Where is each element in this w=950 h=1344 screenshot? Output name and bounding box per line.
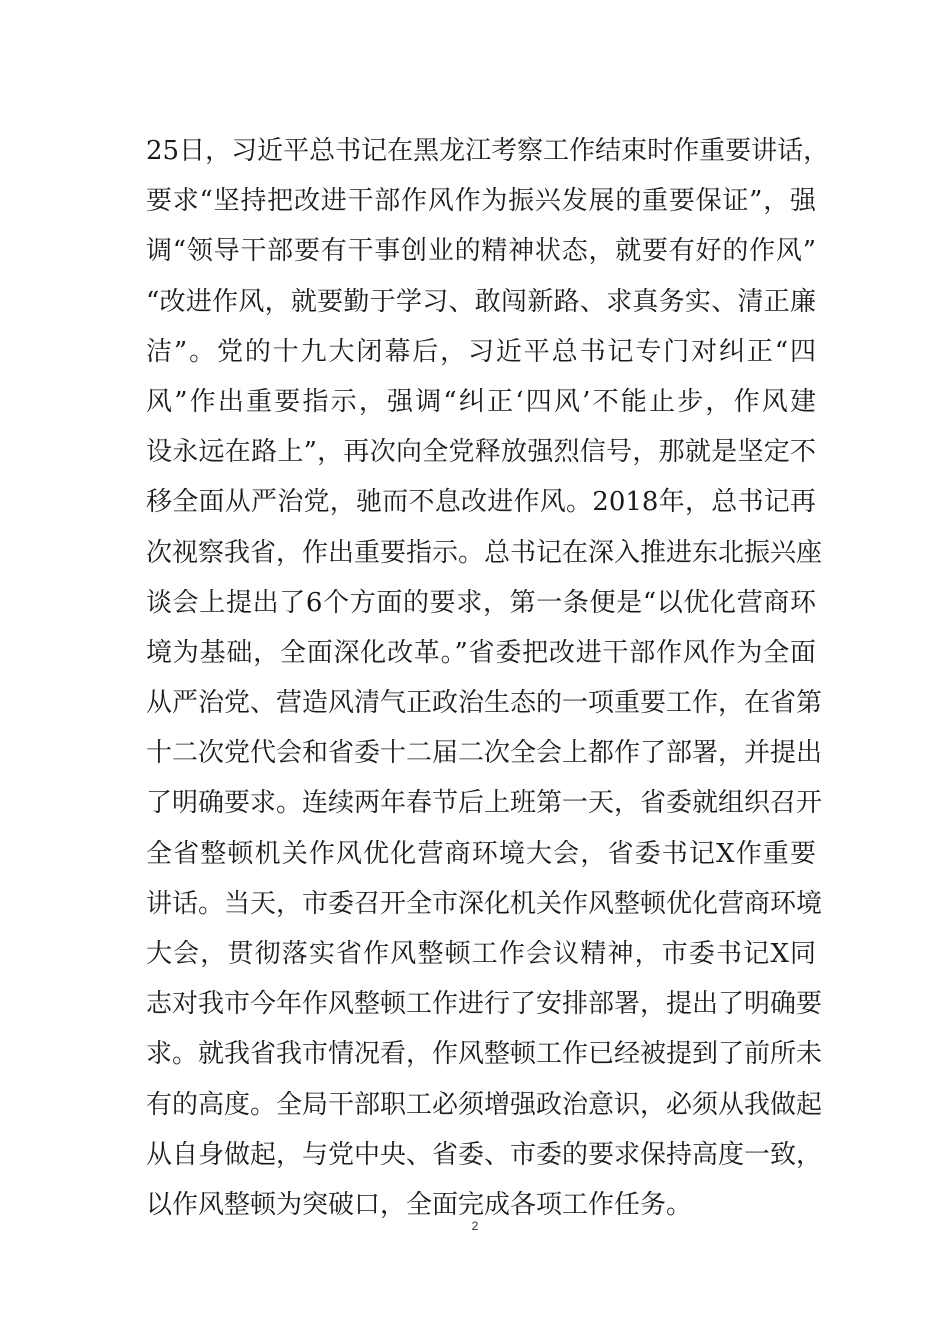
text-line: 全省整顿机关作风优化营商环境大会，省委书记X作重要 — [146, 838, 816, 869]
text-line: 志对我市今年作风整顿工作进行了安排部署，提出了明确要 — [146, 989, 823, 1020]
text-line: 洁”。党的十九大闭幕后，习近平总书记专门对纠正“四 — [146, 336, 816, 367]
text-line: 了明确要求。连续两年春节后上班第一天，省委就组织召开 — [146, 788, 823, 819]
text-line: 调“领导干部要有干事创业的精神状态，就要有好的作风” — [146, 236, 816, 267]
text-line: 25日，习近平总书记在黑龙江考察工作结束时作重要讲话， — [146, 136, 830, 166]
text-line: 要求“坚持把改进干部作风作为振兴发展的重要保证”，强 — [146, 186, 816, 217]
body-paragraph — [146, 126, 830, 1230]
text-line: 次视察我省，作出重要指示。总书记在深入推进东北振兴座 — [146, 537, 823, 568]
text-line: 十二次党代会和省委十二届二次全会上都作了部署，并提出 — [146, 738, 823, 769]
text-line: 谈会上提出了6个方面的要求，第一条便是“以优化营商环 — [146, 587, 816, 618]
text-line: 设永远在路上”，再次向全党释放强烈信号，那就是坚定不 — [146, 437, 816, 468]
text-line: 风”作出重要指示，强调“纠正‘四风’不能止步，作风建 — [146, 386, 816, 417]
text-line: “改进作风，就要勤于学习、敢闯新路、求真务实、清正廉 — [146, 286, 816, 317]
text-line: 从严治党、营造风清气正政治生态的一项重要工作，在省第 — [146, 688, 823, 719]
text-line: 移全面从严治党，驰而不息改进作风。2018年，总书记再 — [146, 487, 816, 518]
text-line: 大会，贯彻落实省作风整顿工作会议精神，市委书记X同 — [146, 939, 816, 969]
text-line: 有的高度。全局干部职工必须增强政治意识，必须从我做起 — [146, 1089, 823, 1120]
text-line: 求。就我省我市情况看，作风整顿工作已经被提到了前所未 — [146, 1039, 823, 1070]
text-line: 境为基础，全面深化改革。”省委把改进干部作风作为全面 — [146, 637, 816, 668]
page-number: 2 — [471, 1219, 479, 1233]
text-line: 讲话。当天，市委召开全市深化机关作风整顿优化营商环境 — [146, 888, 823, 919]
text-line: 从自身做起，与党中央、省委、市委的要求保持高度一致， — [146, 1139, 823, 1170]
text-line: 以作风整顿为突破口，全面完成各项工作任务。 — [146, 1189, 693, 1220]
